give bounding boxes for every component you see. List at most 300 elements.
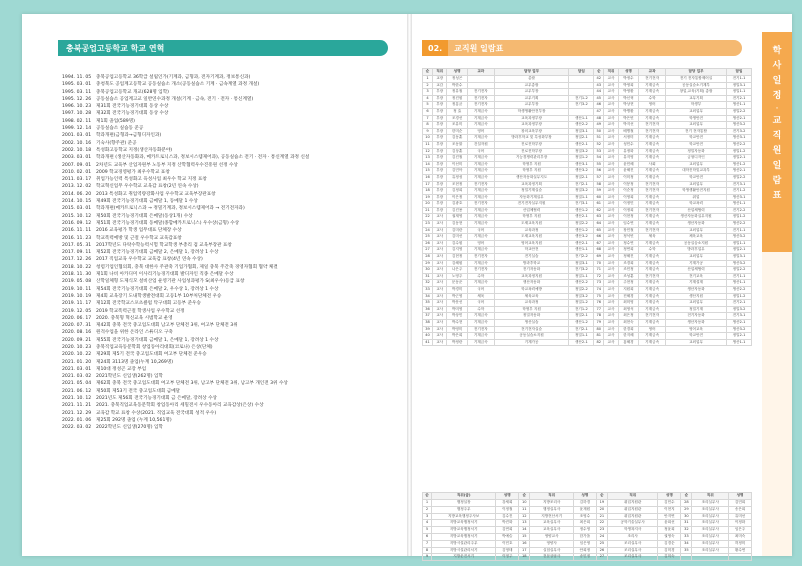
table-cell: 기계금속 <box>639 221 666 228</box>
history-row <box>62 191 402 198</box>
table-cell: 정진원 <box>447 95 468 102</box>
table-cell: 국어 <box>467 300 494 307</box>
staff-row <box>423 102 752 109</box>
table-cell: 체육 <box>467 293 494 300</box>
table-cell: 교사 <box>433 306 447 313</box>
table-cell: 19 <box>596 500 607 507</box>
table-cell: 생산2-1 <box>569 214 594 221</box>
table-cell: 33 <box>423 287 433 294</box>
history-event: 청렴기업인협의회, 충북 대한사 주관축 기업가협회, 제일 충북 주간축 경영자협회 협약 체결 <box>96 264 278 270</box>
table-cell: 김미선 <box>447 234 468 241</box>
table-cell: 영어교육지원 <box>494 240 569 247</box>
table-cell <box>681 554 692 561</box>
history-row <box>62 380 402 387</box>
table-cell: 교육과정기획 <box>494 181 569 188</box>
history-date: 2021. 12. 29 <box>62 410 92 416</box>
table-cell: 조리실무사 <box>607 547 658 554</box>
table-cell <box>569 82 594 89</box>
history-event: 학과개편 (생산자동화과, 메카트로닉스과, 정보시스템제어과), 공동실습소 전기 · 전자 · 통신계열 과정 신설 <box>96 155 310 161</box>
table-cell: 체육교육 <box>494 293 569 300</box>
table-cell: 수학 <box>639 95 666 102</box>
table-cell: 전기2-1 <box>569 326 594 333</box>
table-cell: 부장 <box>433 188 447 195</box>
side-tab-char: 일 <box>772 161 782 171</box>
table-cell: 교사 <box>604 333 618 340</box>
table-cell: 기계금속 <box>467 214 494 221</box>
table-cell: 조리실무사 <box>692 540 729 547</box>
side-tab-char: 학 <box>772 46 782 56</box>
table-cell: 성민수 <box>618 141 639 148</box>
table-cell: 12 <box>519 513 530 520</box>
table-cell: 기계금속 <box>639 280 666 287</box>
table-cell: 취업지원관 <box>607 500 658 507</box>
table-cell: 정밀2-1 <box>569 135 594 142</box>
table-cell: 생산자동화 <box>494 280 569 287</box>
table-cell: 국어 <box>467 148 494 155</box>
history-event: 제62회 충북 전국 충고업도대회 여고부 단체전 3위, 남고부 단체전 3위, 남고부 개인전 3위 수상 <box>96 381 288 387</box>
table-cell: 강세희 <box>496 500 519 507</box>
history-row <box>62 125 402 132</box>
table-cell: 김광호 <box>447 201 468 208</box>
history-date: 2019. 12. 05 <box>62 308 92 314</box>
table-cell: 교사 <box>604 221 618 228</box>
table-cell: 영어 <box>639 326 666 333</box>
history-date: 1996. 10. 23 <box>62 104 92 110</box>
table-cell: 박수현 <box>447 319 468 326</box>
table-cell: 부장 <box>433 155 447 162</box>
admin-table-header <box>423 493 752 500</box>
history-row <box>62 395 402 402</box>
table-cell: 생산1-1 <box>727 102 752 109</box>
history-row <box>62 344 402 351</box>
history-event: 2009 학교경영평가 최우수학교 표창 <box>96 169 170 175</box>
history-event: 제49회 전국기능경기대회 금메달 1, 동메달 1 수상 <box>96 199 198 205</box>
table-cell: 정밀2-2 <box>727 267 752 274</box>
history-date: 2021. 06. 12 <box>62 388 92 394</box>
table-cell: 전기 전자통합 <box>666 128 727 135</box>
table-cell: 교외업무 <box>666 122 727 129</box>
table-cell: 유지영 <box>618 155 639 162</box>
table-cell: 조민정 <box>618 267 639 274</box>
history-row <box>62 293 402 300</box>
table-cell: 교사 <box>604 293 618 300</box>
table-cell: 전기전자실무지원 <box>494 201 569 208</box>
table-cell: 65 <box>594 227 604 234</box>
history-date: 2016. 09. 12 <box>62 220 92 226</box>
history-row <box>62 176 402 183</box>
history-row <box>62 351 402 358</box>
table-cell: 정밀2-2 <box>727 108 752 115</box>
history-date: 2015. 03. 01 <box>62 206 92 212</box>
table-cell: 산업체협력 <box>494 207 569 214</box>
history-row <box>62 213 402 220</box>
history-row <box>62 256 402 263</box>
table-cell: 교사 <box>433 300 447 307</box>
admin-row <box>423 540 752 547</box>
history-date: 2019. 05. 08 <box>62 279 92 285</box>
table-cell: 학생부 지원 <box>494 306 569 313</box>
staff-row <box>423 260 752 267</box>
table-cell: 교사 <box>604 148 618 155</box>
history-row <box>62 96 402 103</box>
table-cell: 3 <box>423 513 432 520</box>
table-cell: 정밀1-2 <box>727 293 752 300</box>
table-cell: 생산2-2 <box>569 122 594 129</box>
table-cell: 37 <box>423 313 433 320</box>
table-cell: 학생안전 <box>666 115 727 122</box>
table-cell: 63 <box>594 214 604 221</box>
table-cell: 부장 <box>433 141 447 148</box>
table-cell: 기계금속 <box>639 155 666 162</box>
table-cell: 교육과정지원 <box>494 273 569 280</box>
history-date: 2002. 10. 18 <box>62 147 92 153</box>
table-cell: 기계금속 <box>639 319 666 326</box>
table-cell: 24 <box>596 533 607 540</box>
table-cell: 최미숙 <box>729 533 752 540</box>
table-cell: 기계금속 <box>639 168 666 175</box>
table-cell: 정밀1-1 <box>727 240 752 247</box>
table-cell: 교사 <box>604 280 618 287</box>
table-cell: 교외업무 <box>666 300 727 307</box>
table-cell: 27 <box>596 554 607 561</box>
staff-row <box>423 214 752 221</box>
table-cell: 56 <box>594 168 604 175</box>
table-cell: 조리실무사 <box>692 527 729 534</box>
admin-row <box>423 500 752 507</box>
table-cell: 학교안전 <box>666 333 727 340</box>
table-cell: 정 효 <box>447 108 468 115</box>
table-cell: 박상민 <box>447 313 468 320</box>
table-cell: 생산3-2 <box>727 260 752 267</box>
column-header: 순 <box>681 493 692 500</box>
history-date: 2021. 01. 20 <box>62 359 92 365</box>
history-event: 제50회 전국기능경기대회 은메달(동상1개) 수상 <box>96 213 193 219</box>
history-row <box>62 271 402 278</box>
column-header: 성명 <box>618 69 639 76</box>
table-cell: 공동실습소지원 <box>666 240 727 247</box>
staff-row <box>423 108 752 115</box>
table-cell: 31 <box>423 273 433 280</box>
table-cell: 지방시설관리주무 <box>431 540 495 547</box>
table-cell: 23 <box>423 221 433 228</box>
table-cell: 77 <box>594 306 604 313</box>
table-cell: 체육교육 <box>666 234 727 241</box>
side-tab-char: 직 <box>772 131 782 141</box>
table-cell: 교육과정 <box>494 227 569 234</box>
side-tab-char: · <box>775 105 779 112</box>
table-cell: 49 <box>594 122 604 129</box>
history-date: 1994. 11. 05 <box>62 75 92 80</box>
staff-row <box>423 221 752 228</box>
table-cell: 정밀3-1 <box>569 128 594 135</box>
history-row <box>62 147 402 154</box>
table-cell: 기능경쟁력관리부장 <box>494 155 569 162</box>
table-cell: 국어 <box>467 227 494 234</box>
table-cell: 최현숙 <box>618 319 639 326</box>
table-cell: 교사 <box>604 240 618 247</box>
table-cell: 전기교육 <box>666 273 727 280</box>
table-cell: 전기1-2 <box>569 306 594 313</box>
table-cell: 정연희 <box>618 247 639 254</box>
table-cell: 생산2-2 <box>727 141 752 148</box>
table-cell: 15 <box>519 533 530 540</box>
table-cell: 이현정 <box>618 214 639 221</box>
table-cell: 74 <box>594 287 604 294</box>
history-event: 2017 직업교육 우수학교 교육감 표창(4년 연속 수상) <box>96 257 203 263</box>
table-cell: 교육실무사 <box>530 527 574 534</box>
table-cell: 14 <box>423 161 433 168</box>
table-cell: 생산2-1 <box>569 240 594 247</box>
history-event: 2022학년도 신입생(270명) 입학 <box>96 425 163 431</box>
table-cell <box>569 89 594 96</box>
history-event: 충북공업고등학교 36학급 설립인가(기계과, 금형과, 전자기계과, 정보통신과) <box>96 75 251 80</box>
table-cell: 교사 <box>604 300 618 307</box>
table-cell: 48 <box>594 115 604 122</box>
history-date: 2017. 12. 26 <box>62 257 92 263</box>
table-cell: 34 <box>681 540 692 547</box>
table-cell <box>467 76 494 83</box>
table-cell: 9 <box>423 554 432 561</box>
table-cell <box>569 76 594 83</box>
table-cell: 영어 <box>467 128 494 135</box>
table-cell: 전기전자 <box>467 201 494 208</box>
table-cell: 46 <box>594 102 604 109</box>
table-cell: 67 <box>594 240 604 247</box>
staff-list-title-bar <box>422 40 742 56</box>
history-row <box>62 308 402 315</box>
table-cell: 학생부 지원 <box>494 214 569 221</box>
table-cell: 조경선 <box>447 115 468 122</box>
table-cell: 학생부 지원 <box>494 168 569 175</box>
history-event: 제31회 전국기능경기대회 동상 수상 <box>96 104 169 110</box>
table-cell: 기계금속 <box>467 260 494 267</box>
table-cell: 4 <box>423 95 433 102</box>
table-cell: 전기3-2 <box>569 267 594 274</box>
table-cell: 생산1-2 <box>569 227 594 234</box>
table-cell: 생산1-1 <box>569 247 594 254</box>
table-cell: 81 <box>594 333 604 340</box>
table-cell: 안희정 <box>573 547 596 554</box>
table-cell: 교사 <box>604 108 618 115</box>
table-cell: 부장 <box>433 122 447 129</box>
table-cell: 교사 <box>433 326 447 333</box>
table-cell: 교사 <box>604 267 618 274</box>
table-cell: 학교안전 <box>494 247 569 254</box>
table-cell: 이민호 <box>496 540 519 547</box>
history-event: 2021. 충북직업교육동문학회 창업동아리 세밀전시 우수동아리 교육감상(은상) 수상 <box>96 403 264 409</box>
table-cell: 전문상담사 <box>530 554 574 561</box>
history-date: 2015. 10. 12 <box>62 213 92 219</box>
table-cell: 전기전자 <box>467 254 494 261</box>
table-cell: 60 <box>594 194 604 201</box>
history-event: 제1회 졸업(589명) <box>96 118 135 124</box>
table-cell: 이선미 <box>447 161 468 168</box>
history-date: 1998. 02. 11 <box>62 118 92 124</box>
column-header: 순 <box>596 493 607 500</box>
table-cell: 9 <box>423 128 433 135</box>
table-cell: 정밀1-2 <box>727 148 752 155</box>
table-cell: 교사 <box>604 122 618 129</box>
table-cell: 교사 <box>433 247 447 254</box>
table-cell: 기계금속 <box>639 135 666 142</box>
table-cell: 교사 <box>604 135 618 142</box>
table-cell: 조성훈 <box>618 273 639 280</box>
table-cell: 28 <box>681 500 692 507</box>
table-cell: 생산자동화 <box>666 221 727 228</box>
history-row <box>62 322 402 329</box>
table-cell: 28 <box>423 254 433 261</box>
table-cell: 최은정 <box>618 313 639 320</box>
column-header: 직위 <box>692 493 729 500</box>
table-cell: 34 <box>423 293 433 300</box>
history-date: 2017. 05. 31 <box>62 242 92 248</box>
table-cell: 조리실무사 <box>692 500 729 507</box>
table-cell: 기계금속 <box>467 108 494 115</box>
history-row <box>62 81 402 88</box>
history-row <box>62 249 402 256</box>
staff-row <box>423 76 752 83</box>
table-cell: 정밀3-2 <box>569 293 594 300</box>
history-date: 2010. 02. 01 <box>62 169 92 175</box>
history-date: 1997. 10. 28 <box>62 111 92 117</box>
table-cell: 53 <box>594 148 604 155</box>
table-cell: 김미숙 <box>658 554 681 561</box>
table-cell: 생산2-2 <box>727 287 752 294</box>
staff-row <box>423 326 752 333</box>
table-cell: 기계금속 <box>639 333 666 340</box>
table-cell: 부장 <box>433 207 447 214</box>
table-cell: 공동실습소기계부 <box>666 82 727 89</box>
table-cell: 10 <box>423 135 433 142</box>
table-cell: 전기전자 <box>639 181 666 188</box>
table-cell: 박신혁 <box>618 95 639 102</box>
table-cell: 전기실습 <box>494 254 569 261</box>
table-cell: 송민정 <box>573 554 596 561</box>
staff-row <box>423 280 752 287</box>
table-cell: 전기2-1 <box>727 95 752 102</box>
table-cell: 40 <box>423 333 433 340</box>
history-event: 제25회 292명 졸업 (누계 10,561명) <box>96 417 172 423</box>
history-date: 2007. 09. 01 <box>62 162 92 168</box>
table-cell: 교사 <box>433 339 447 346</box>
table-cell: 학생생활안전지원 <box>666 188 727 195</box>
table-cell: 박은희 <box>447 333 468 340</box>
table-cell: 교사 <box>433 293 447 300</box>
table-cell: 공동실습소지원 <box>494 333 569 340</box>
table-cell: 김동현 <box>447 221 468 228</box>
table-cell: 전기전자 <box>639 273 666 280</box>
table-cell: 기계금속 <box>467 234 494 241</box>
table-cell: 기계금속 <box>639 287 666 294</box>
table-cell: 김민아 <box>447 168 468 175</box>
table-cell: 이현지 <box>658 506 681 513</box>
history-date: 1999. 12. 14 <box>62 126 92 132</box>
table-cell: 69 <box>594 254 604 261</box>
table-cell: 22 <box>423 214 433 221</box>
table-cell: 13 <box>519 520 530 527</box>
table-cell: 생산3-1 <box>727 135 752 142</box>
table-cell: 산업체협력 <box>666 207 727 214</box>
history-row <box>62 366 402 373</box>
table-cell: 부장 <box>433 168 447 175</box>
table-cell: 교사 <box>604 194 618 201</box>
history-row <box>62 169 402 176</box>
table-cell: 기계금속 <box>639 339 666 346</box>
table-cell: 기계금속 <box>467 115 494 122</box>
table-cell: 생산1-2 <box>569 319 594 326</box>
admin-row <box>423 506 752 513</box>
history-row <box>62 140 402 147</box>
table-cell: 생산자동화 <box>666 319 727 326</box>
staff-row <box>423 82 752 89</box>
table-cell: 배병철 <box>618 128 639 135</box>
history-row <box>62 89 402 96</box>
table-cell: 교사 <box>433 240 447 247</box>
table-cell: 김연희 <box>496 527 519 534</box>
table-cell: 교장 <box>433 76 447 83</box>
table-cell: 교사 <box>604 174 618 181</box>
table-cell: 19 <box>423 194 433 201</box>
table-cell: 기계금속 <box>639 306 666 313</box>
history-date: 2021. 11. 21 <box>62 403 92 409</box>
table-cell: 기계금속 <box>639 141 666 148</box>
table-cell: 조동률 <box>447 141 468 148</box>
table-cell: 정밀자동화 <box>666 148 727 155</box>
table-cell: 이정민 <box>618 201 639 208</box>
table-cell: 교외업무 <box>666 181 727 188</box>
table-cell: 산업체협력 <box>666 267 727 274</box>
table-cell: 18 <box>519 554 530 561</box>
table-cell: 유정성 <box>447 174 468 181</box>
history-date: 2019. 10. 11 <box>62 286 92 292</box>
staff-row <box>423 300 752 307</box>
table-cell: 박상현 <box>618 102 639 109</box>
chapter-side-tab[interactable] <box>762 32 792 252</box>
staff-row <box>423 306 752 313</box>
table-cell: 정밀2-2 <box>569 221 594 228</box>
table-cell: 방과후학교 <box>494 260 569 267</box>
table-cell: 정흥균 <box>447 102 468 109</box>
history-date: 2011. 03. 17 <box>62 177 92 183</box>
table-cell: 지방교육행정서기 <box>431 533 495 540</box>
history-date: 2018. 10. 22 <box>62 264 92 270</box>
column-header: 담임 <box>727 69 752 76</box>
left-page <box>22 14 407 556</box>
table-cell: 26 <box>423 240 433 247</box>
table-cell: 생산실습 <box>494 319 569 326</box>
table-cell: 진로진학부장 <box>494 148 569 155</box>
staff-row <box>423 122 752 129</box>
column-header: 직위 <box>433 69 447 76</box>
table-cell: 정밀3-2 <box>569 188 594 195</box>
history-date: 2003. 03. 01 <box>62 155 92 161</box>
table-cell: 이은정 <box>447 194 468 201</box>
table-cell: 학생복지사 <box>607 527 658 534</box>
table-cell: 생산1-1 <box>569 115 594 122</box>
history-row <box>62 337 402 344</box>
table-cell: 4 <box>423 520 432 527</box>
table-cell: 전기2-1 <box>569 181 594 188</box>
history-event: 2021학년도 신입생(262명) 입학 <box>96 374 163 380</box>
history-date: 2018. 11. 30 <box>62 272 92 278</box>
staff-row <box>423 128 752 135</box>
table-cell: 교사 <box>604 155 618 162</box>
table-cell: 생산1-1 <box>727 280 752 287</box>
table-cell: 박경미 <box>447 287 468 294</box>
table-cell: 교사 <box>433 319 447 326</box>
table-cell: 박영환 <box>618 89 639 96</box>
staff-row <box>423 115 752 122</box>
